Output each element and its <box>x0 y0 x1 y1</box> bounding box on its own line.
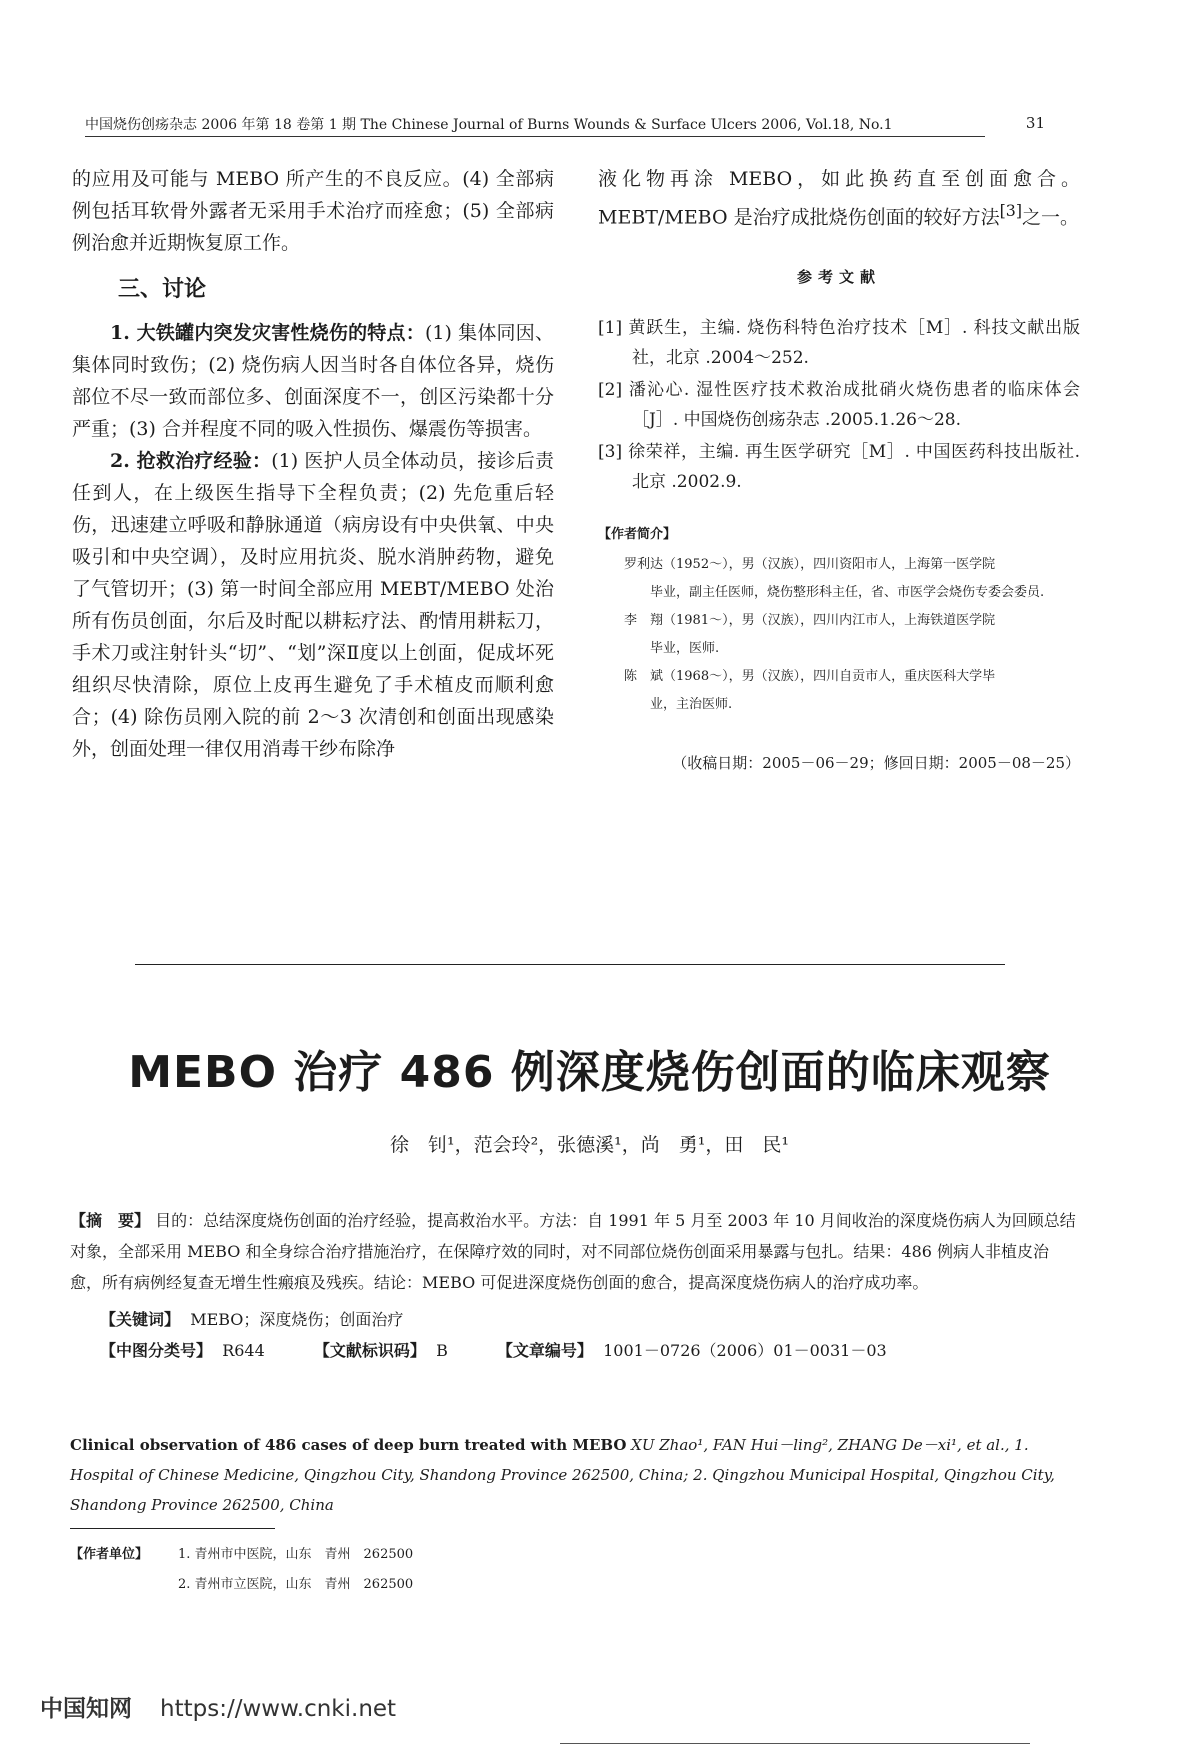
clc-group <box>100 1341 287 1360</box>
author-bio-line: 罗利达（1952～），男（汉族），四川资阳市人，上海第一医学院 <box>624 557 996 573</box>
affiliation-2: 2. 青州市立医院，山东 青州 262500 <box>178 1577 414 1592</box>
article-divider <box>135 964 1005 966</box>
article-no-group <box>497 1341 909 1360</box>
left-paragraph-2 <box>72 317 554 445</box>
affiliation-line <box>70 1540 413 1570</box>
author-bio <box>598 663 1080 719</box>
right-paragraph-1 <box>598 163 1080 233</box>
paragraph-3-body: (1) 医护人员全体动员，接诊后责任到人，在上级医生指导下全程负责；(2) 先危重后轻伤，迅速建立呼吸和静脉通道（病房设有中央供氧、中央吸引和中央空调），及时应用抗炎、脱水消肿药物，避免了气管切开；(3) 第一时间全部应用 MEBT/MEBO 处治所有伤员创面，尔后及时配以耕耘疗法、酌情用耕耘刀，手术刀或注射针头“切”、“划”深Ⅱ度以上创面，促成坏死组织尽快清除，原位上皮再生避免了手术植皮而顺利愈合；(4) 除伤员刚入院的前 2～3 次清创和创面出现感染外，创面处理一律仅用消毒干纱布除净 <box>72 450 554 760</box>
doc-code-label: 【文献标识码】 <box>313 1341 426 1360</box>
article-no-value: 1001－0726（2006）01－0031－03 <box>603 1341 887 1360</box>
clc-label: 【中图分类号】 <box>100 1341 213 1360</box>
keywords-text: MEBO；深度烧伤；创面治疗 <box>190 1310 404 1329</box>
author-bio-line: 毕业，副主任医师，烧伤整形科主任，省、市医学会烧伤专委会委员. <box>650 585 1045 601</box>
running-header <box>85 114 1045 134</box>
author-affiliations <box>70 1540 413 1600</box>
classification-line <box>70 1335 1080 1366</box>
section-title-discussion: 三、讨论 <box>118 276 207 302</box>
keywords-label: 【关键词】 <box>100 1310 181 1329</box>
reference-item: [3] 徐荣祥，主编. 再生医学研究［M］. 中国医药科技出版社. 北京 .2002.9. <box>598 442 1080 493</box>
abstract-label: 【摘 要】 <box>70 1211 151 1230</box>
references-title: 参考文献 <box>796 268 881 287</box>
author-bio-line: 李 翔（1981～），男（汉族），四川内江市人，上海铁道医学院 <box>624 613 996 629</box>
author-bio-line: 毕业，医师. <box>650 641 720 657</box>
cnki-logo-text: 中国知网 <box>40 1696 132 1722</box>
footnote-rule <box>70 1528 275 1529</box>
cnki-watermark <box>40 1690 396 1723</box>
left-column <box>72 163 554 765</box>
abstract-block <box>70 1205 1080 1366</box>
abstract-text: 目的：总结深度烧伤创面的治疗经验，提高救治水平。方法：自 1991 年 5 月至 2003 年 10 月间收治的深度烧伤病人为回顾总结对象，全部采用 MEBO 和全身综合治疗措施治疗，在保障疗效的同时，对不同部位烧伤创面采用暴露与包扎。结果：486 例病人非植皮治愈，所有病例经复查无增生性瘢痕及残疾。结论：MEBO 可促进深度烧伤创面的愈合，提高深度烧伤病人的治疗成功率。 <box>70 1211 1076 1292</box>
english-authors-affiliations: XU Zhao¹, FAN Hui－ling², ZHANG De－xi¹, et al., 1. Hospital of Chinese Medicine, Qingzhou City, Shandong Province 262500, China; 2. Qingzhou Municipal Hospital, Qingzhou City, Shandong Province 262500, China <box>70 1436 1055 1514</box>
left-paragraph-3 <box>72 445 554 765</box>
author-bio-title: 【作者简介】 <box>598 527 677 543</box>
english-abstract-head <box>70 1430 1080 1520</box>
doc-code-value: B <box>436 1341 448 1360</box>
keywords <box>70 1304 1080 1335</box>
page-number: 31 <box>1025 114 1045 132</box>
doc-code-group <box>314 1341 470 1360</box>
article-no-label: 【文章编号】 <box>496 1341 593 1360</box>
english-title: Clinical observation of 486 cases of deep burn treated with MEBO <box>70 1436 627 1454</box>
abstract <box>70 1205 1080 1298</box>
reference-item: [2] 潘沁心. 湿性医疗技术救治成批硝火烧伤患者的临床体会［J］. 中国烧伤创疡杂志 .2005.1.26～28. <box>598 380 1080 431</box>
affiliation-1: 1. 青州市中医院，山东 青州 262500 <box>178 1547 414 1562</box>
right-paragraph-1-end: 之一。 <box>1022 206 1080 229</box>
author-bio <box>598 551 1080 607</box>
right-column <box>598 163 1080 779</box>
affiliation-label: 【作者单位】 <box>70 1547 149 1562</box>
right-paragraph-1-text: 液化物再涂 MEBO，如此换药直至创面愈合。MEBT/MEBO 是治疗成批烧伤创面的较好方法 <box>598 168 1080 229</box>
article-title: MEBO 治疗 486 例深度烧伤创面的临床观察 <box>128 1047 1051 1098</box>
header-rule <box>85 136 985 137</box>
author-bio <box>598 607 1080 663</box>
bottom-rule <box>560 1743 1030 1744</box>
clc-value: R644 <box>222 1341 265 1360</box>
left-paragraph-1: 的应用及可能与 MEBO 所产生的不良反应。(4) 全部病例包括耳软骨外露者无采用手术治疗而痊愈；(5) 全部病例治愈并近期恢复原工作。 <box>72 168 554 254</box>
paragraph-2-body: (1) 集体同因、集体同时致伤；(2) 烧伤病人因当时各自体位各异，烧伤部位不尽一致而部位多、创面深度不一，创区污染都十分严重；(3) 合并程度不同的吸入性损伤、爆震伤等损害。 <box>72 322 554 440</box>
journal-running-head: 中国烧伤创疡杂志 2006 年第 18 卷第 1 期 The Chinese Journal of Burns Wounds & Surface Ulcers 2006, Vol.18, No.1 <box>85 117 893 133</box>
cnki-url: https://www.cnki.net <box>160 1696 397 1722</box>
citation-3: [3] <box>999 201 1023 220</box>
author-bio-line: 业，主治医师. <box>650 697 733 713</box>
paragraph-2-lead: 1. 大铁罐内突发灾害性烧伤的特点： <box>110 322 425 344</box>
reference-item: [1] 黄跃生，主编. 烧伤科特色治疗技术［M］. 科技文献出版社，北京 .2004～252. <box>598 318 1080 369</box>
paragraph-3-lead: 2. 抢救治疗经验： <box>110 450 272 472</box>
received-dates: （收稿日期：2005－06－29；修回日期：2005－08－25） <box>672 754 1080 773</box>
article-authors: 徐 钊¹，范会玲²，张德溪¹，尚 勇¹，田 民¹ <box>389 1134 790 1156</box>
author-bio-line: 陈 斌（1968～），男（汉族），四川自贡市人，重庆医科大学毕 <box>624 669 996 685</box>
